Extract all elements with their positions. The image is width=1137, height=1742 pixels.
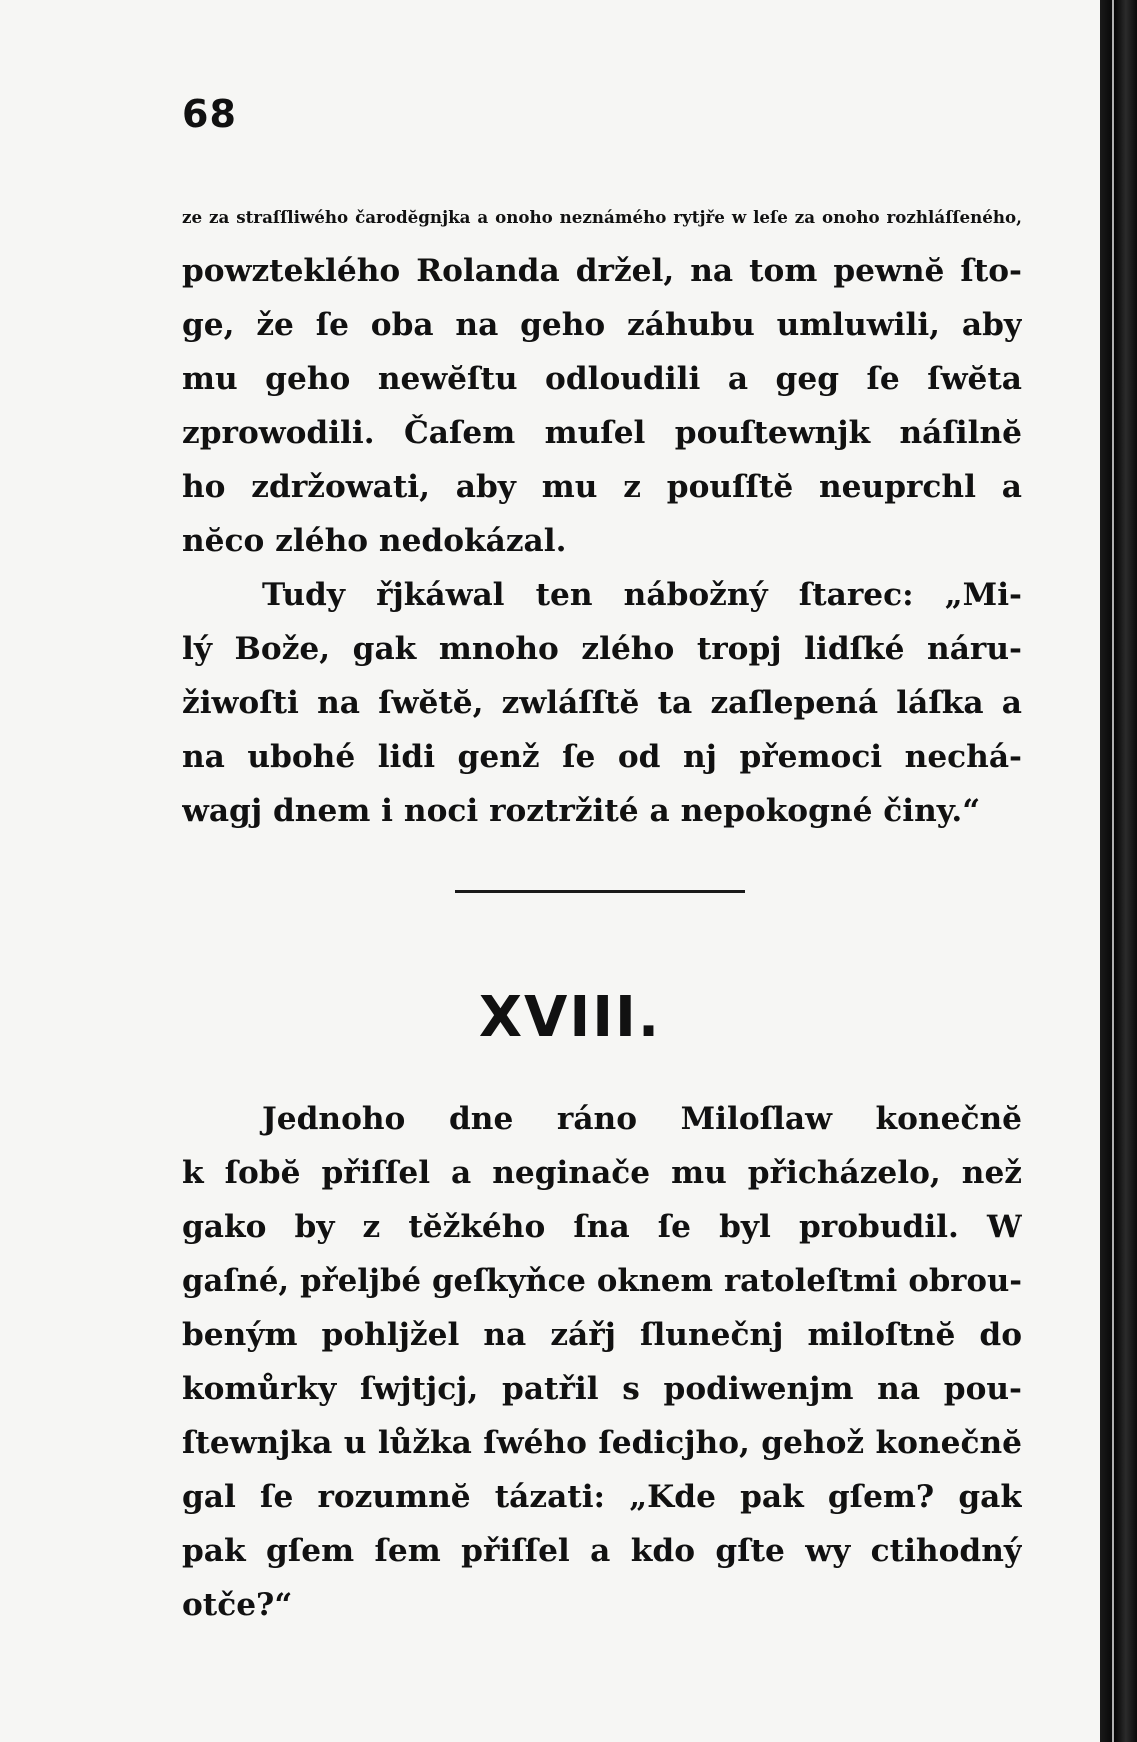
section-divider — [455, 890, 745, 893]
text-line: ſtewnjka u lůžka ſwého ſedicjho, gehož konečnĕ — [182, 1425, 1022, 1461]
paragraph-2 — [182, 568, 1022, 838]
scan-edge — [1100, 0, 1137, 1742]
paragraph-1 — [182, 190, 1022, 568]
text-line: Tudy řjkáwal ten nábožný ſtarec: „Mi- — [262, 577, 1022, 613]
text-line: žiwoſti na ſwĕtĕ, zwláſſtĕ ta zaſlepená láſka a — [182, 685, 1022, 721]
text-line: powzteklého Rolanda držel, na tom pewnĕ ſto- — [182, 253, 1022, 289]
text-line: na ubohé lidi genž ſe od nj přemoci nechá- — [182, 739, 1022, 775]
text-line: nĕco zlého nedokázal. — [182, 523, 567, 559]
text-block-top — [182, 190, 1022, 838]
paragraph-3 — [182, 1092, 1022, 1632]
text-line: komůrky ſwjtjcj, patřil s podiwenjm na pou- — [182, 1371, 1022, 1407]
chapter-heading: XVIII. — [478, 985, 662, 1050]
text-line: wagj dnem i noci roztržité a nepokogné činy.“ — [182, 793, 981, 829]
text-block-bottom — [182, 1092, 1022, 1632]
text-line: ge, že ſe oba na geho záhubu umluwili, aby — [182, 307, 1022, 343]
text-line: Jednoho dne ráno Miloſlaw konečnĕ — [262, 1101, 1022, 1137]
scan-edge-line — [1112, 0, 1114, 1742]
text-line: gako by z tĕžkého ſna ſe byl probudil. W — [182, 1209, 1022, 1245]
text-line: zprowodili. Čaſem muſel pouſtewnjk náſilnĕ — [182, 415, 1022, 451]
text-line: ho zdržowati, aby mu z pouſſtĕ neuprchl a — [182, 469, 1022, 505]
text-line: ze za straſſliwého čarodĕgnjka a onoho neznámého rytjře w leſe za onoho rozhláſſeného, — [182, 207, 1022, 227]
text-line: gaſné, přeljbé geſkyňce oknem ratoleſtmi obrou- — [182, 1263, 1022, 1299]
text-line: k ſobĕ přiſſel a neginače mu přicházelo, než — [182, 1155, 1022, 1191]
text-line: otče?“ — [182, 1587, 293, 1623]
text-line: lý Bože, gak mnoho zlého tropj lidſké náru- — [182, 631, 1022, 667]
text-line: mu geho newĕſtu odloudili a geg ſe ſwĕta — [182, 361, 1022, 397]
text-line: beným pohljžel na zářj ſlunečnj miloſtnĕ do — [182, 1317, 1022, 1353]
page-number: 68 — [182, 92, 237, 136]
text-line: pak gſem ſem přiſſel a kdo gſte wy ctihodný — [182, 1533, 1022, 1569]
text-line: gal ſe rozumnĕ tázati: „Kde pak gſem? gak — [182, 1479, 1022, 1515]
